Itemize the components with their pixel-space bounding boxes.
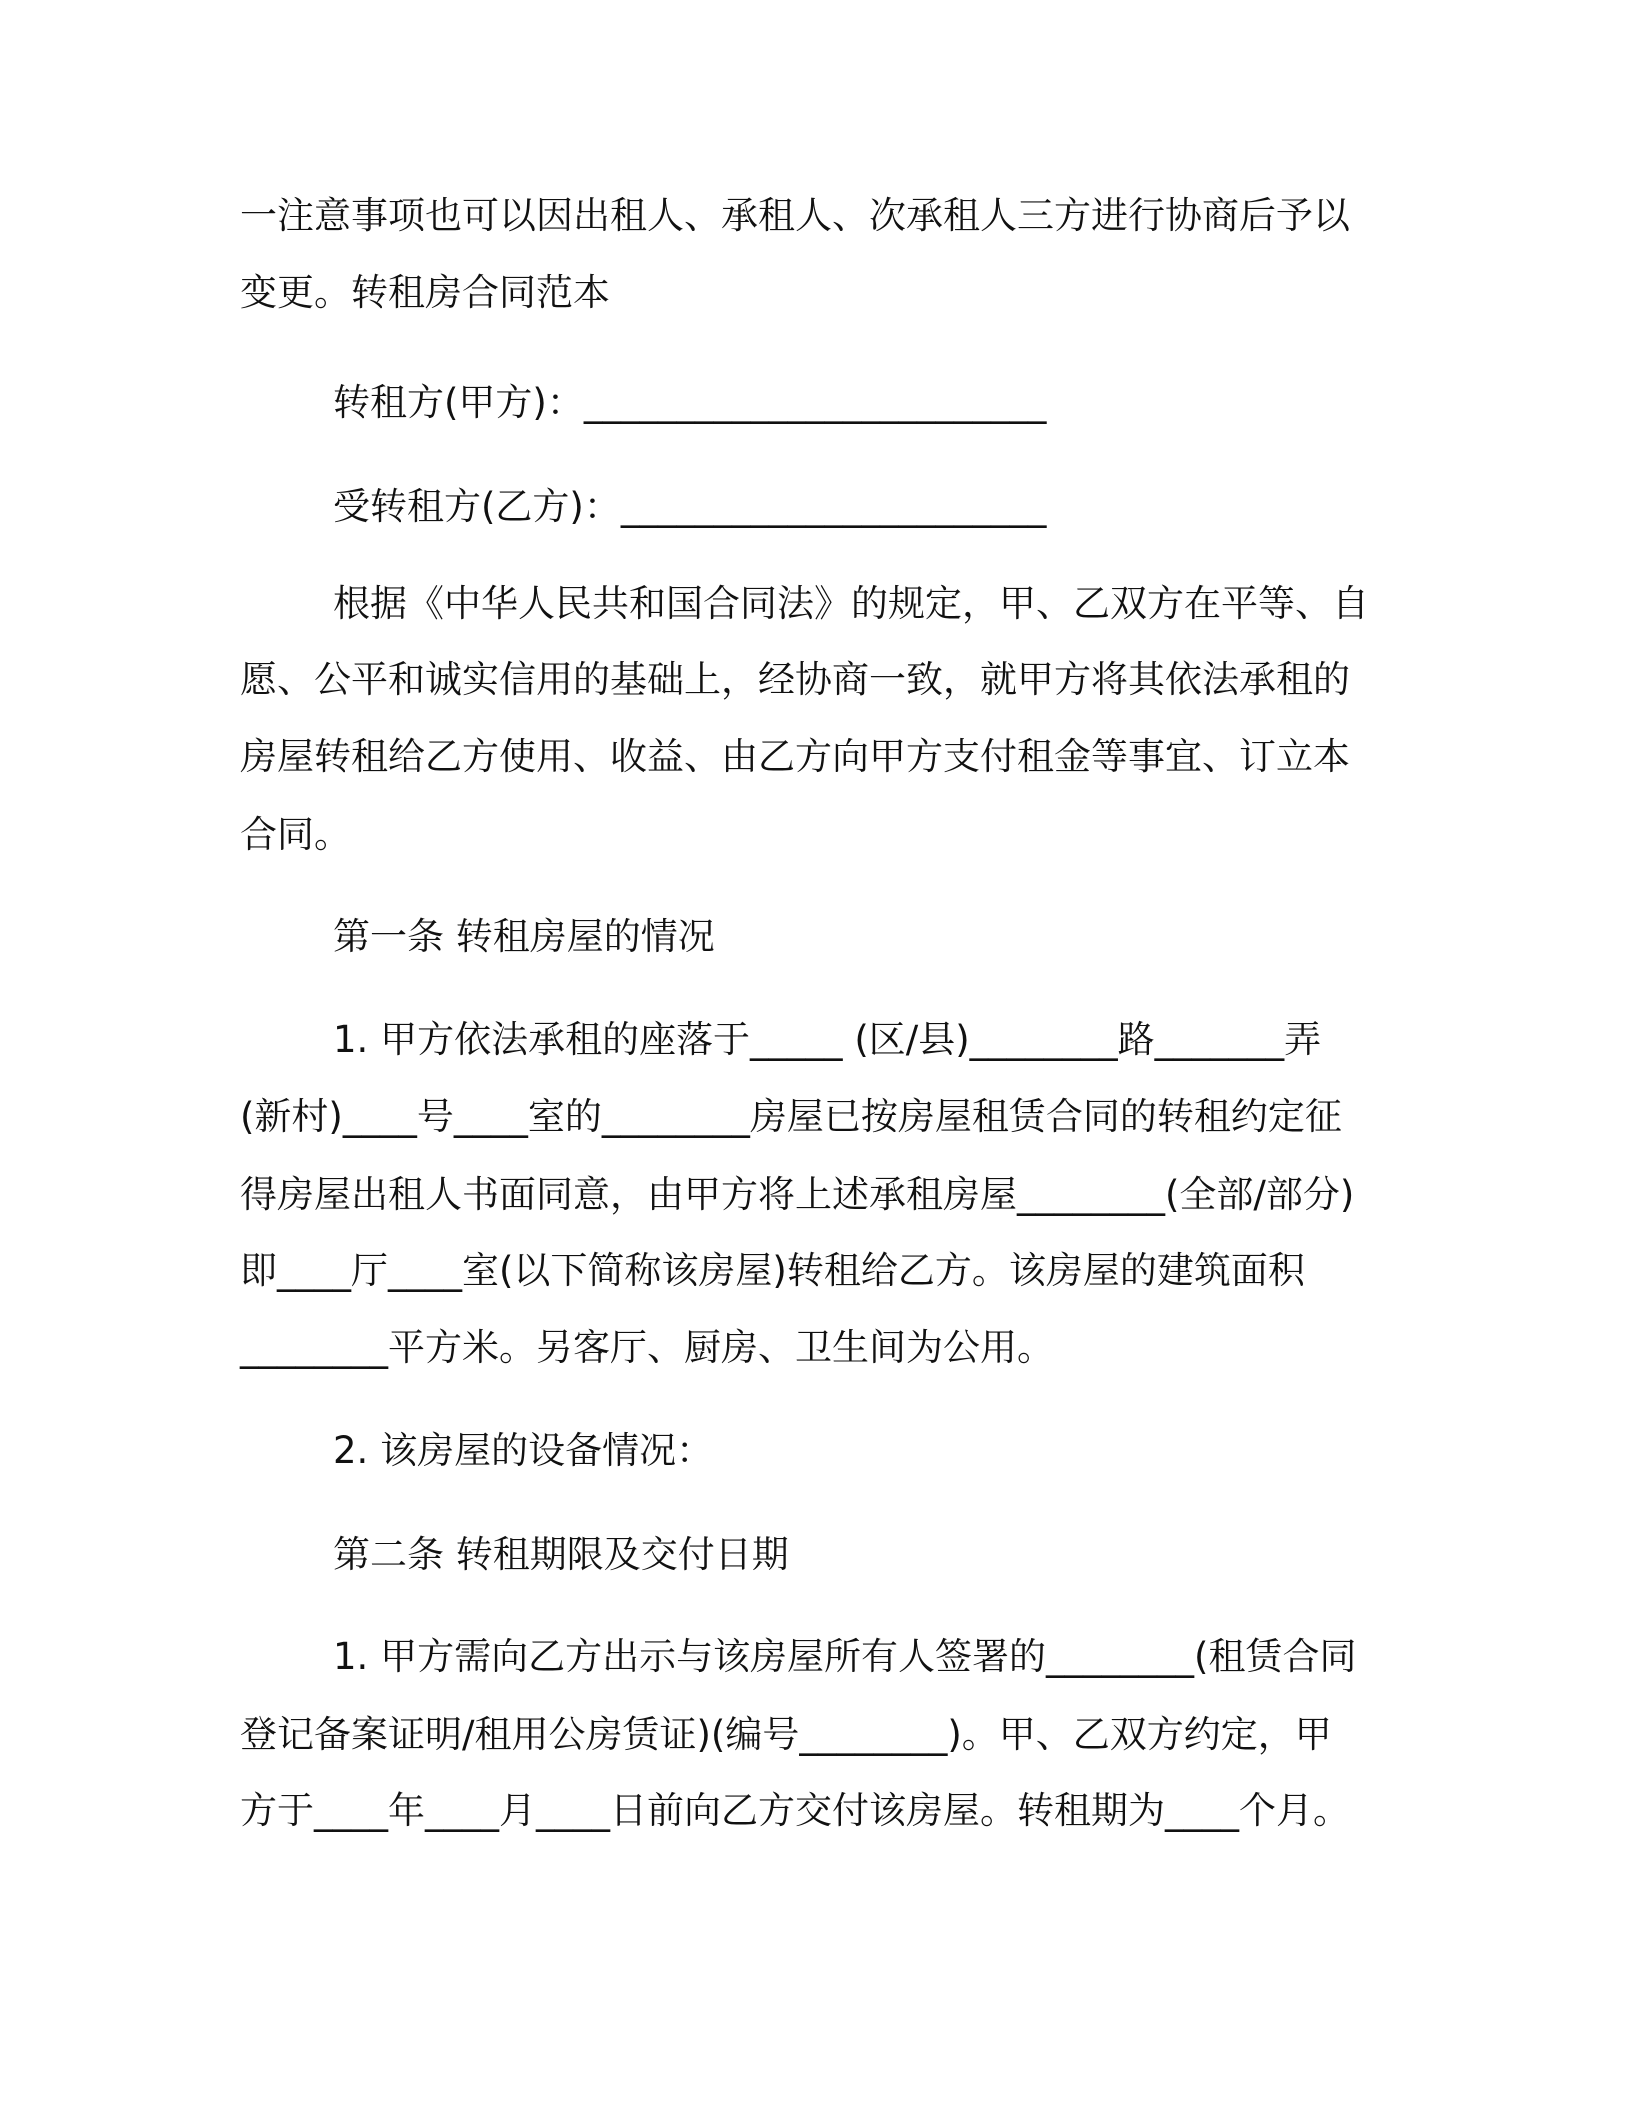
article-heading: 第一条 转租房屋的情况: [333, 915, 715, 958]
text-line: 1. 甲方需向乙方出示与该房屋所有人签署的________(租赁合同: [333, 1635, 1357, 1678]
sublessee-field: 受转租方(乙方)：_______________________: [333, 485, 1047, 528]
text-line: 即____厅____室(以下简称该房屋)转租给乙方。该房屋的建筑面积: [240, 1249, 1305, 1292]
text-line: 合同。: [240, 813, 351, 856]
text-line: 根据《中华人民共和国合同法》的规定，甲、乙双方在平等、自: [333, 582, 1369, 625]
text-line: 房屋转租给乙方使用、收益、由乙方向甲方支付租金等事宜、订立本: [240, 735, 1350, 778]
text-line: 一注意事项也可以因出租人、承租人、次承租人三方进行协商后予以: [240, 194, 1350, 237]
text-line: 1. 甲方依法承租的座落于_____ (区/县)________路_______弄: [333, 1018, 1322, 1061]
text-line: (新村)____号____室的________房屋已按房屋租赁合同的转租约定征: [240, 1095, 1342, 1138]
text-line: ________平方米。另客厅、厨房、卫生间为公用。: [240, 1326, 1054, 1369]
text-line: 愿、公平和诚实信用的基础上，经协商一致，就甲方将其依法承租的: [240, 658, 1350, 701]
text-line: 得房屋出租人书面同意，由甲方将上述承租房屋________(全部/部分): [240, 1173, 1355, 1216]
text-line: 登记备案证明/租用公房赁证)(编号________)。甲、乙双方约定，甲: [240, 1713, 1332, 1756]
text-line: 变更。转租房合同范本: [240, 271, 610, 314]
article-heading: 第二条 转租期限及交付日期: [333, 1533, 789, 1576]
text-line: 2. 该房屋的设备情况：: [333, 1429, 714, 1472]
text-line: 方于____年____月____日前向乙方交付该房屋。转租期为____个月。: [240, 1789, 1350, 1832]
sublessor-field: 转租方(甲方)：_________________________: [333, 381, 1047, 424]
